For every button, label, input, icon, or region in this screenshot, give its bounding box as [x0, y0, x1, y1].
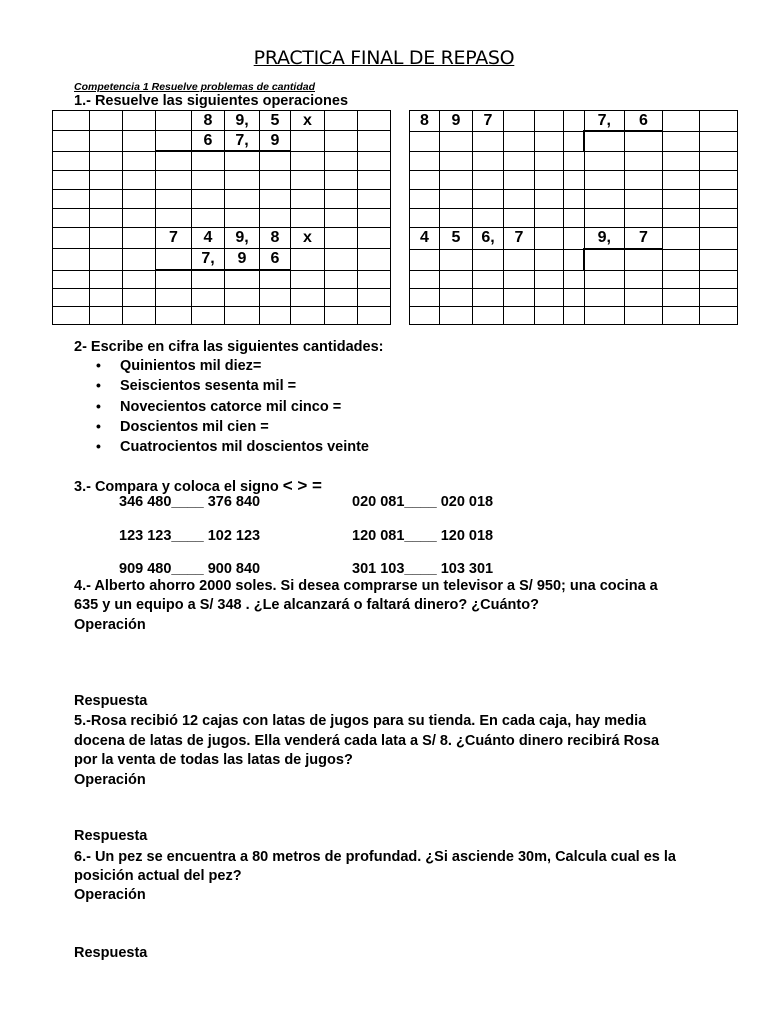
compare-item: 909 480____ 900 840	[119, 561, 261, 577]
grid-cell	[440, 190, 473, 209]
grid-row	[53, 249, 391, 271]
grid-cell	[440, 152, 473, 171]
grid-cell	[123, 111, 156, 131]
left-operations-grid	[52, 110, 391, 325]
grid-cell: 7	[473, 111, 504, 132]
grid-cell	[504, 249, 535, 271]
grid-cell	[192, 289, 225, 307]
grid-cell	[564, 111, 585, 132]
grid-cell	[410, 171, 440, 190]
grid-cell	[535, 190, 564, 209]
grid-cell	[90, 307, 123, 325]
grid-cell	[325, 289, 358, 307]
grid-row	[410, 152, 738, 171]
q6-operacion-label: Operación	[74, 887, 146, 903]
grid-cell	[564, 271, 585, 289]
grid-cell	[156, 131, 192, 152]
grid-row	[410, 307, 738, 325]
grid-cell	[700, 228, 738, 250]
grid-cell	[90, 270, 123, 289]
compare-item: 120 081____ 120 018	[352, 528, 494, 544]
grid-cell: 7	[625, 228, 663, 250]
competencia-label: Competencia 1 Resuelve problemas de cantidad	[74, 81, 315, 93]
grid-cell	[625, 190, 663, 209]
grid-cell	[260, 190, 291, 209]
grid-cell	[192, 190, 225, 209]
grid-cell	[584, 190, 625, 209]
grid-cell	[53, 111, 90, 131]
grid-cell	[700, 289, 738, 307]
grid-cell	[564, 307, 585, 325]
grid-cell	[535, 171, 564, 190]
q2-heading: 2- Escribe en cifra las siguientes cantidades:	[74, 339, 384, 355]
grid-cell	[473, 271, 504, 289]
grid-cell	[291, 131, 325, 152]
grid-cell	[410, 307, 440, 325]
grid-cell	[440, 209, 473, 228]
grid-row	[53, 209, 391, 228]
grid-cell	[410, 190, 440, 209]
grid-row	[410, 131, 738, 152]
q6-line: 6.- Un pez se encuentra a 80 metros de profundad. ¿Si asciende 30m, Calcula cual es la	[74, 849, 676, 865]
grid-cell	[225, 209, 260, 228]
grid-cell	[53, 249, 90, 271]
grid-cell: 9,	[225, 111, 260, 131]
grid-cell	[564, 228, 585, 250]
q4-line: 4.- Alberto ahorro 2000 soles. Si desea comprarse un televisor a S/ 950; una cocina a	[74, 578, 658, 594]
grid-cell: 5	[440, 228, 473, 250]
grid-cell	[225, 270, 260, 289]
grid-cell	[192, 209, 225, 228]
grid-cell	[123, 307, 156, 325]
grid-cell	[440, 307, 473, 325]
q1-heading: 1.- Resuelve las siguientes operaciones	[74, 93, 349, 109]
grid-cell	[225, 307, 260, 325]
grid-row	[410, 209, 738, 228]
q5-respuesta-label: Respuesta	[74, 828, 148, 844]
grid-cell	[291, 289, 325, 307]
grid-cell	[564, 152, 585, 171]
grid-cell	[473, 307, 504, 325]
grid-cell	[291, 209, 325, 228]
grid-cell	[325, 171, 358, 190]
grid-cell	[260, 209, 291, 228]
grid-cell	[700, 190, 738, 209]
grid-cell	[225, 289, 260, 307]
grid-cell	[473, 209, 504, 228]
grid-cell: 9,	[584, 228, 625, 250]
grid-cell: x	[291, 111, 325, 131]
grid-cell	[663, 209, 700, 228]
grid-cell: 7,	[584, 111, 625, 132]
page-title: PRACTICA FINAL DE REPASO	[253, 47, 515, 69]
grid-cell	[90, 111, 123, 131]
grid-row	[410, 249, 738, 271]
grid-cell	[325, 270, 358, 289]
grid-cell: 6	[260, 249, 291, 271]
grid-cell	[535, 307, 564, 325]
grid-cell	[663, 131, 700, 152]
grid-cell	[504, 190, 535, 209]
grid-cell	[473, 152, 504, 171]
grid-cell	[410, 249, 440, 271]
grid-cell	[535, 111, 564, 132]
q5-line: 5.-Rosa recibió 12 cajas con latas de jugos para su tienda. En cada caja, hay media	[74, 713, 647, 729]
grid-cell: 4	[410, 228, 440, 250]
grid-cell	[156, 307, 192, 325]
grid-cell	[156, 171, 192, 190]
grid-cell	[504, 289, 535, 307]
grid-cell: 7	[156, 228, 192, 249]
q4-respuesta-label: Respuesta	[74, 693, 148, 709]
grid-cell	[535, 289, 564, 307]
grid-cell	[625, 152, 663, 171]
grid-cell	[90, 190, 123, 209]
grid-cell	[564, 171, 585, 190]
grid-cell	[625, 271, 663, 289]
grid-cell	[663, 249, 700, 271]
grid-cell	[663, 152, 700, 171]
grid-cell	[700, 271, 738, 289]
grid-cell	[358, 151, 391, 171]
grid-cell	[504, 171, 535, 190]
grid-cell	[584, 307, 625, 325]
grid-row	[410, 271, 738, 289]
grid-cell	[625, 249, 663, 271]
grid-cell	[625, 289, 663, 307]
grid-cell	[260, 289, 291, 307]
compare-item: 346 480____ 376 840	[119, 494, 261, 510]
grid-cell	[584, 171, 625, 190]
grid-cell	[260, 151, 291, 171]
grid-cell	[663, 228, 700, 250]
grid-cell	[358, 307, 391, 325]
list-item: • Quinientos mil diez=	[96, 358, 369, 378]
grid-cell: 4	[192, 228, 225, 249]
grid-cell	[156, 111, 192, 131]
grid-cell	[260, 171, 291, 190]
grid-cell	[53, 151, 90, 171]
grid-cell	[156, 190, 192, 209]
grid-row	[53, 190, 391, 209]
grid-cell: 8	[192, 111, 225, 131]
grid-cell	[90, 209, 123, 228]
list-item: • Novecientos catorce mil cinco =	[96, 399, 369, 419]
grid-cell	[410, 209, 440, 228]
grid-cell: 7	[504, 228, 535, 250]
grid-cell: 9	[440, 111, 473, 132]
grid-row	[410, 228, 738, 250]
grid-cell	[663, 111, 700, 132]
grid-cell	[535, 209, 564, 228]
grid-cell	[90, 131, 123, 152]
grid-row	[410, 289, 738, 307]
grid-cell	[473, 131, 504, 152]
grid-cell	[700, 249, 738, 271]
grid-cell	[663, 289, 700, 307]
grid-row	[53, 228, 391, 249]
grid-cell: 9	[225, 249, 260, 271]
grid-cell: 9	[260, 131, 291, 152]
grid-cell	[123, 228, 156, 249]
grid-cell	[504, 307, 535, 325]
grid-cell	[663, 271, 700, 289]
q6-line: posición actual del pez?	[74, 868, 242, 884]
grid-row	[53, 151, 391, 171]
grid-cell: 8	[410, 111, 440, 132]
grid-cell	[90, 151, 123, 171]
grid-cell	[535, 249, 564, 271]
grid-cell	[53, 228, 90, 249]
grid-cell	[700, 307, 738, 325]
grid-cell	[584, 289, 625, 307]
grid-cell	[700, 131, 738, 152]
grid-cell	[325, 228, 358, 249]
grid-cell	[358, 270, 391, 289]
grid-cell	[53, 289, 90, 307]
grid-cell	[440, 271, 473, 289]
grid-cell	[473, 249, 504, 271]
grid-cell	[584, 249, 625, 271]
grid-cell	[358, 228, 391, 249]
grid-cell	[325, 249, 358, 271]
grid-cell	[53, 190, 90, 209]
grid-cell	[358, 190, 391, 209]
grid-cell	[504, 152, 535, 171]
grid-cell	[564, 209, 585, 228]
compare-item: 123 123____ 102 123	[119, 528, 261, 544]
grid-cell	[535, 271, 564, 289]
grid-row	[410, 190, 738, 209]
compare-item: 020 081____ 020 018	[352, 494, 494, 510]
grid-cell	[410, 289, 440, 307]
grid-cell	[156, 151, 192, 171]
q4-operacion-label: Operación	[74, 617, 146, 633]
grid-row	[53, 171, 391, 190]
grid-row	[410, 171, 738, 190]
grid-cell: 6,	[473, 228, 504, 250]
grid-cell	[192, 151, 225, 171]
q5-operacion-label: Operación	[74, 772, 146, 788]
grid-cell	[410, 131, 440, 152]
grid-cell	[325, 307, 358, 325]
grid-cell	[291, 190, 325, 209]
grid-cell	[700, 171, 738, 190]
grid-cell	[564, 131, 585, 152]
grid-row	[53, 131, 391, 152]
grid-cell	[156, 289, 192, 307]
q2-list	[96, 358, 369, 459]
grid-cell	[225, 171, 260, 190]
grid-cell	[584, 131, 625, 152]
grid-cell	[123, 131, 156, 152]
grid-cell	[440, 171, 473, 190]
grid-row	[53, 270, 391, 289]
grid-row	[410, 111, 738, 132]
grid-cell	[410, 152, 440, 171]
grid-cell: 8	[260, 228, 291, 249]
grid-cell	[325, 111, 358, 131]
grid-cell	[123, 209, 156, 228]
grid-cell	[564, 249, 585, 271]
grid-cell	[123, 289, 156, 307]
grid-cell	[358, 249, 391, 271]
compare-item: 301 103____ 103 301	[352, 561, 494, 577]
grid-cell	[584, 209, 625, 228]
grid-cell	[625, 209, 663, 228]
grid-cell	[123, 151, 156, 171]
grid-cell	[358, 289, 391, 307]
grid-cell	[192, 307, 225, 325]
grid-cell	[53, 131, 90, 152]
grid-cell	[625, 131, 663, 152]
grid-cell	[584, 271, 625, 289]
list-item: • Doscientos mil cien =	[96, 419, 369, 439]
grid-cell	[663, 171, 700, 190]
q6-respuesta-label: Respuesta	[74, 945, 148, 961]
grid-cell	[663, 307, 700, 325]
grid-cell	[53, 209, 90, 228]
grid-cell	[225, 190, 260, 209]
grid-cell	[584, 152, 625, 171]
grid-cell	[504, 209, 535, 228]
grid-row	[53, 111, 391, 131]
grid-cell	[625, 171, 663, 190]
grid-cell	[260, 307, 291, 325]
grid-cell	[358, 171, 391, 190]
grid-cell	[291, 151, 325, 171]
grid-cell	[535, 131, 564, 152]
grid-cell	[192, 171, 225, 190]
grid-cell	[325, 131, 358, 152]
grid-cell	[700, 111, 738, 132]
list-item: • Cuatrocientos mil doscientos veinte	[96, 439, 369, 459]
grid-row	[53, 307, 391, 325]
grid-cell	[291, 307, 325, 325]
grid-cell	[156, 209, 192, 228]
grid-cell	[473, 171, 504, 190]
grid-cell	[291, 270, 325, 289]
grid-cell: 9,	[225, 228, 260, 249]
grid-cell	[564, 289, 585, 307]
grid-cell	[123, 190, 156, 209]
grid-cell	[291, 249, 325, 271]
grid-cell	[156, 270, 192, 289]
q4-line: 635 y un equipo a S/ 348 . ¿Le alcanzará o faltará dinero? ¿Cuánto?	[74, 597, 539, 613]
grid-cell: 7,	[225, 131, 260, 152]
grid-cell	[53, 171, 90, 190]
grid-cell	[123, 249, 156, 271]
grid-cell	[123, 270, 156, 289]
grid-cell	[504, 131, 535, 152]
grid-cell	[291, 171, 325, 190]
grid-cell	[358, 111, 391, 131]
grid-cell	[663, 190, 700, 209]
q5-line: por la venta de todas las latas de jugos?	[74, 752, 353, 768]
grid-cell: 6	[625, 111, 663, 132]
grid-cell	[90, 228, 123, 249]
grid-cell: 6	[192, 131, 225, 152]
grid-cell	[325, 190, 358, 209]
grid-cell	[90, 249, 123, 271]
grid-cell	[473, 190, 504, 209]
grid-cell	[440, 131, 473, 152]
grid-cell	[700, 209, 738, 228]
grid-cell	[325, 151, 358, 171]
grid-cell	[358, 209, 391, 228]
grid-cell	[473, 289, 504, 307]
grid-cell: 5	[260, 111, 291, 131]
grid-cell	[440, 289, 473, 307]
grid-cell	[440, 249, 473, 271]
grid-cell	[410, 271, 440, 289]
q3-heading: 3.- Compara y coloca el signo < > =	[74, 476, 322, 495]
grid-cell	[90, 289, 123, 307]
grid-cell	[504, 111, 535, 132]
grid-cell	[260, 270, 291, 289]
right-operations-grid	[409, 110, 738, 325]
grid-cell: 7,	[192, 249, 225, 271]
compare-signs: < > =	[282, 476, 322, 495]
grid-cell	[325, 209, 358, 228]
grid-cell	[564, 190, 585, 209]
grid-cell	[700, 152, 738, 171]
list-item: • Seiscientos sesenta mil =	[96, 378, 369, 398]
grid-cell	[504, 271, 535, 289]
grid-cell	[535, 152, 564, 171]
grid-cell	[225, 151, 260, 171]
grid-cell	[192, 270, 225, 289]
grid-cell	[123, 171, 156, 190]
grid-cell	[358, 131, 391, 152]
grid-cell	[90, 171, 123, 190]
grid-cell	[156, 249, 192, 271]
grid-cell	[53, 270, 90, 289]
grid-cell: x	[291, 228, 325, 249]
grid-cell	[535, 228, 564, 250]
grid-row	[53, 289, 391, 307]
grid-cell	[53, 307, 90, 325]
q5-line: docena de latas de jugos. Ella venderá cada lata a S/ 8. ¿Cuánto dinero recibirá Rosa	[74, 733, 660, 749]
grid-cell	[625, 307, 663, 325]
